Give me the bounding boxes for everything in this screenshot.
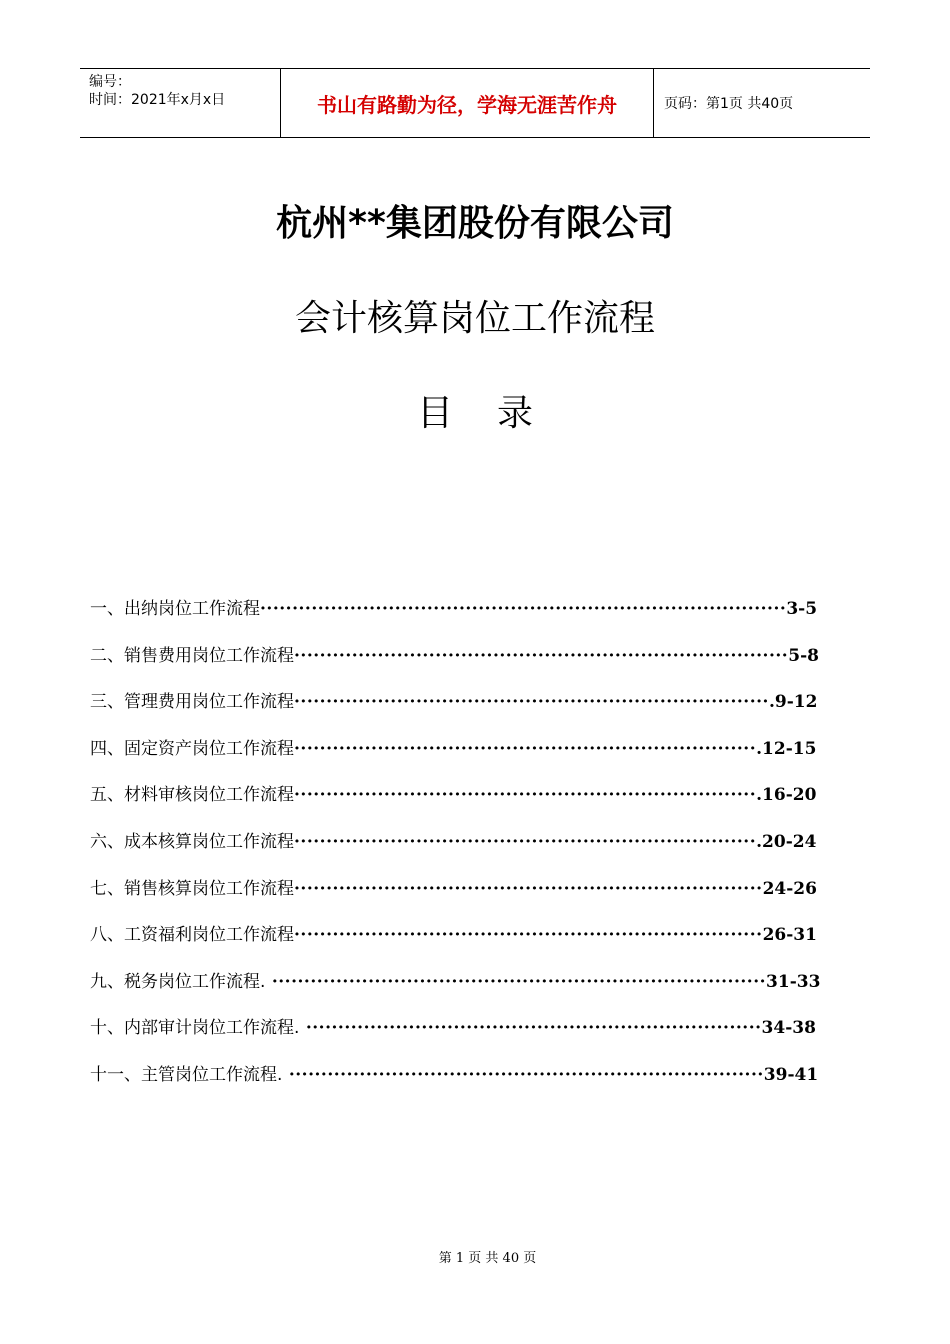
company-title: 杭州**集团股份有限公司 bbox=[276, 203, 674, 244]
page-header bbox=[80, 68, 870, 138]
toc-leader-dots: ········································································· bbox=[294, 878, 763, 899]
toc-entry-pages: .16-20 bbox=[756, 785, 817, 806]
toc-entry-label: 七、销售核算岗位工作流程 bbox=[90, 878, 294, 899]
toc-entry-pages: 5-8 bbox=[788, 645, 819, 666]
toc-entry-label: 五、材料审核岗位工作流程 bbox=[90, 785, 294, 806]
toc-entry[interactable] bbox=[90, 924, 820, 946]
toc-entry-label: 十、内部审计岗位工作流程. bbox=[90, 1018, 300, 1039]
toc-entry[interactable] bbox=[90, 691, 820, 713]
toc-entry-pages: 31-33 bbox=[766, 971, 821, 992]
toc-leader-dots: ········································································ bbox=[294, 785, 757, 806]
page-footer: 第 1 页 共 40 页 bbox=[438, 1251, 537, 1266]
toc-entry-pages: .9-12 bbox=[768, 692, 818, 713]
toc-entry-pages: 34-38 bbox=[761, 1018, 816, 1039]
header-meta bbox=[80, 69, 281, 137]
toc-leader-dots: ·········································································· bbox=[294, 692, 769, 713]
toc-leader-dots: ············································································· bbox=[265, 971, 767, 992]
header-motto: 书山有路勤为径，学海无涯苦作舟 bbox=[281, 69, 654, 137]
toc-entry-pages: 3-5 bbox=[786, 599, 818, 619]
toc-entry[interactable] bbox=[90, 598, 820, 620]
toc-entry-label: 十一、主管岗位工作流程. bbox=[90, 1064, 283, 1085]
toc-entry[interactable] bbox=[90, 1017, 820, 1039]
doc-number-label: 编号： bbox=[89, 74, 131, 90]
document-title: 会计核算岗位工作流程 bbox=[294, 298, 655, 339]
toc-leader-dots: ·················································································· bbox=[260, 599, 787, 619]
toc-entry-label: 三、管理费用岗位工作流程 bbox=[90, 692, 294, 713]
toc-leader-dots: ········································································· bbox=[294, 925, 763, 946]
toc-leader-dots: ·········································································· bbox=[282, 1064, 764, 1085]
toc-entry-label: 二、销售费用岗位工作流程 bbox=[90, 645, 294, 666]
toc-leader-dots: ········································································ bbox=[294, 831, 757, 852]
toc-entry[interactable] bbox=[90, 1064, 820, 1086]
toc-entry-pages: .20-24 bbox=[756, 831, 817, 852]
header-page-info: 页码：第1页 共40页 bbox=[664, 96, 794, 112]
doc-time-label: 时间：2021年x月x日 bbox=[89, 92, 226, 108]
toc-leader-dots: ········································································ bbox=[294, 738, 757, 759]
toc-heading: 目录 bbox=[416, 393, 577, 434]
table-of-contents bbox=[90, 598, 820, 1111]
toc-leader-dots: ······································································· bbox=[299, 1018, 762, 1039]
toc-entry-label: 四、固定资产岗位工作流程 bbox=[90, 738, 294, 759]
toc-entry-label: 六、成本核算岗位工作流程 bbox=[90, 831, 294, 852]
toc-entry[interactable] bbox=[90, 831, 820, 853]
toc-entry-pages: 39-41 bbox=[763, 1064, 819, 1085]
toc-entry-label: 一、出纳岗位工作流程 bbox=[90, 599, 260, 619]
toc-entry[interactable] bbox=[90, 738, 820, 760]
toc-entry-pages: 26-31 bbox=[762, 925, 817, 946]
toc-leader-dots: ············································································· bbox=[294, 645, 789, 666]
toc-entry-label: 八、工资福利岗位工作流程 bbox=[90, 925, 294, 946]
toc-entry-pages: 24-26 bbox=[762, 878, 817, 899]
toc-entry-label: 九、税务岗位工作流程. bbox=[90, 971, 266, 992]
toc-entry-pages: .12-15 bbox=[756, 738, 817, 759]
toc-entry[interactable] bbox=[90, 784, 820, 806]
toc-entry[interactable] bbox=[90, 878, 820, 900]
toc-entry[interactable] bbox=[90, 971, 820, 993]
toc-entry[interactable] bbox=[90, 645, 820, 667]
